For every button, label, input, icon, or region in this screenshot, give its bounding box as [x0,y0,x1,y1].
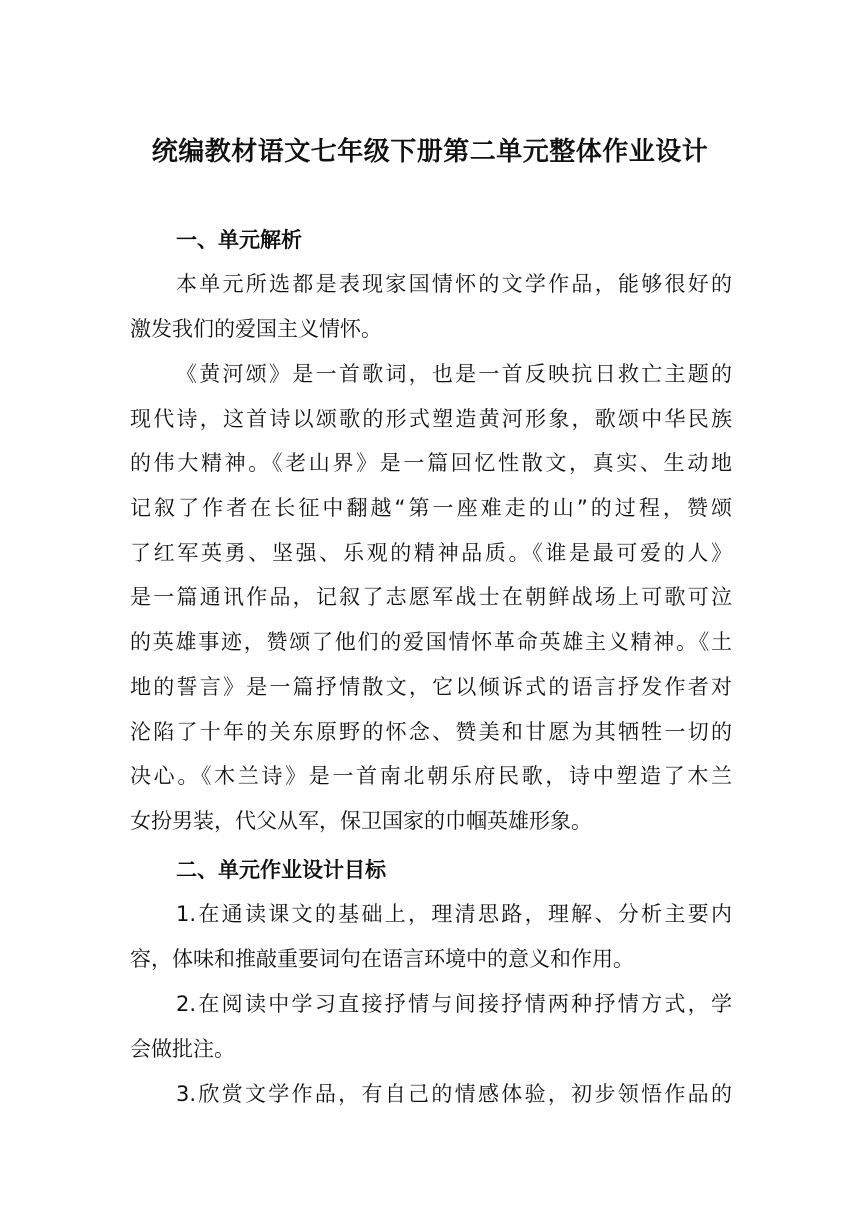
goal-item-1 [130,892,732,981]
analysis-paragraph-1 [130,262,732,351]
analysis-paragraph-2 [130,352,732,844]
text-line: 《黄河颂》是一首歌词，也是一首反映抗日救亡主题的 [176,362,732,386]
section-heading-goals: 二、单元作业设计目标 [176,858,386,882]
goal-item-3 [130,1072,732,1117]
text-line: 现代诗，这首诗以颂歌的形式塑造黄河形象，歌颂中华民族 [130,406,732,431]
goal-item-2 [130,982,732,1071]
text-line: 记叙了作者在长征中翻越“第一座难走的山”的过程，赞颂 [130,496,732,521]
text-line: 容，体味和推敲重要词句在语言环境中的意义和作用。 [130,946,634,971]
section-heading-analysis: 一、单元解析 [176,228,302,252]
text-line: 女扮男装，代父从军，保卫国家的巾帼英雄形象。 [130,808,592,833]
text-line: 2.在阅读中学习直接抒情与间接抒情两种抒情方式，学 [176,992,732,1016]
text-line: 了红军英勇、坚强、乐观的精神品质。《谁是最可爱的人》 [130,540,732,565]
text-line: 是一篇通讯作品，记叙了志愿军战士在朝鲜战场上可歌可泣 [130,585,732,610]
text-line: 本单元所选都是表现家国情怀的文学作品，能够很好的 [176,272,732,296]
text-line: 地的誓言》是一篇抒情散文，它以倾诉式的语言抒发作者对 [130,674,732,699]
text-line: 激发我们的爱国主义情怀。 [130,316,382,341]
text-line: 1.在通读课文的基础上，理清思路，理解、分析主要内 [176,902,732,926]
document-title: 统编教材语文七年级下册第二单元整体作业设计 [151,137,709,167]
text-line: 3.欣赏文学作品，有自己的情感体验，初步领悟作品的 [176,1082,732,1106]
text-line: 会做批注。 [130,1036,235,1061]
text-line: 决心。《木兰诗》是一首南北朝乐府民歌，诗中塑造了木兰 [130,764,732,789]
text-line: 的英雄事迹，赞颂了他们的爱国情怀革命英雄主义精神。《土 [130,630,732,655]
text-line: 的伟大精神。《老山界》是一篇回忆性散文，真实、生动地 [130,451,732,476]
text-line: 沦陷了十年的关东原野的怀念、赞美和甘愿为其牺牲一切的 [130,719,732,744]
